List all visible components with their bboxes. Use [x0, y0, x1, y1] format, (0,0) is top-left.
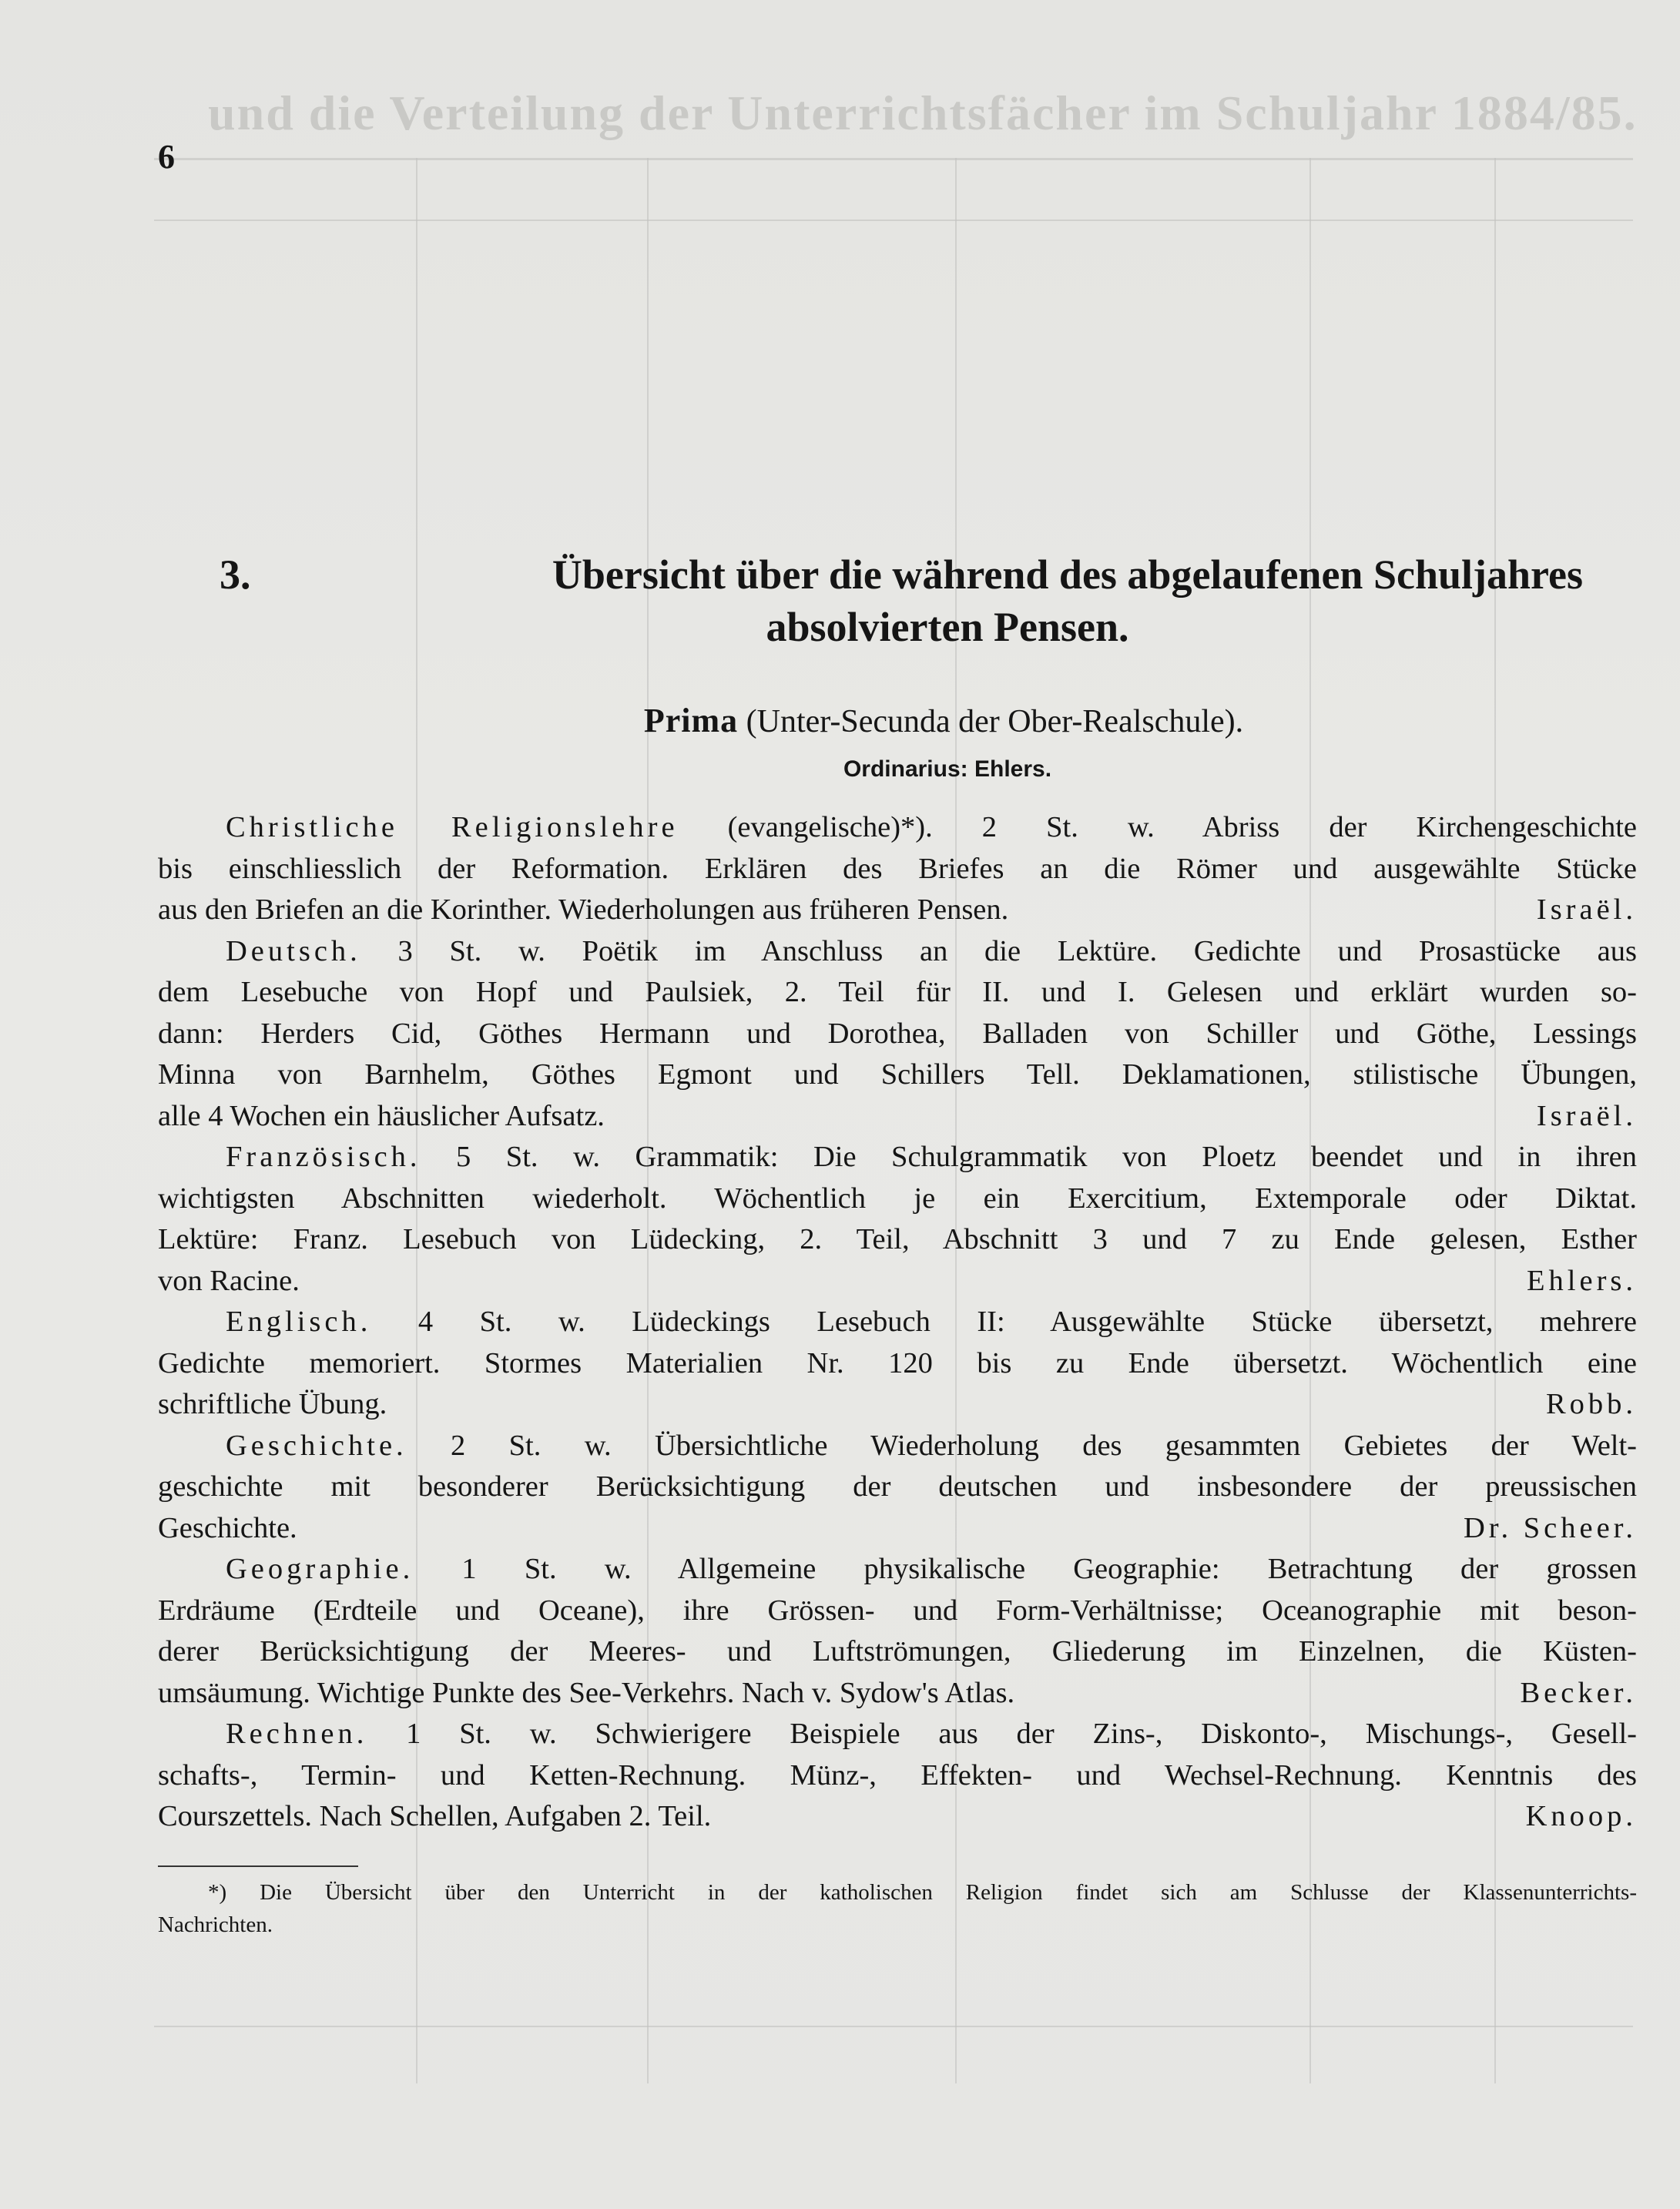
- subject-title: Geographie.: [226, 1553, 414, 1585]
- page-number: 6: [158, 138, 175, 176]
- footnote-line1: *) Die Übersicht über den Unterricht in der katholischen Religion findet sich am Schlusse der Klassenunterrichts-: [208, 1880, 1637, 1905]
- bleed-through-rule: [154, 158, 1633, 160]
- paragraph-line: Deutsch. 3 St. w. Poëtik im Anschluss an die Lektüre. Gedichte und Prosastücke aus: [226, 934, 1638, 967]
- paragraph-line: aus den Briefen an die Korinther. Wiederholungen aus früheren Pensen. Israël.: [158, 890, 1637, 931]
- paragraph-line: von Racine. Ehlers.: [158, 1261, 1637, 1302]
- teacher-name: Ehlers.: [1527, 1264, 1637, 1297]
- teacher-name: Becker.: [1520, 1676, 1637, 1709]
- paragraph-line: dem Lesebuche von Hopf und Paulsiek, 2. Teil für II. und I. Gelesen und erklärt wurden so-: [158, 976, 1637, 1008]
- paragraph-line: geschichte mit besonderer Berücksichtigung der deutschen und insbesondere der preussischen: [158, 1470, 1637, 1503]
- class-subtitle: (Unter-Secunda der Ober-Realschule).: [746, 704, 1244, 739]
- class-name: Prima: [643, 702, 739, 739]
- subject-title: Rechnen.: [226, 1718, 368, 1750]
- paragraph-line: dann: Herders Cid, Göthes Hermann und Dorothea, Balladen von Schiller und Göthe, Lessings: [158, 1017, 1637, 1050]
- class-heading: [154, 701, 1641, 740]
- paragraph-line: Courszettels. Nach Schellen, Aufgaben 2. Teil. Knoop.: [158, 1796, 1637, 1838]
- subject-deutsch: [158, 931, 1637, 1138]
- teacher-name: Robb.: [1545, 1388, 1637, 1420]
- paragraph-line: umsäumung. Wichtige Punkte des See-Verkehrs. Nach v. Sydow's Atlas. Becker.: [158, 1673, 1637, 1715]
- bleed-through-title: und die Verteilung der Unterrichtsfächer im Schuljahr 1884/85.: [208, 85, 1638, 140]
- paragraph-line: Französisch. 5 St. w. Grammatik: Die Schulgrammatik von Ploetz beendet und in ihren: [226, 1141, 1637, 1173]
- paragraph-line: derer Berücksichtigung der Meeres- und Luftströmungen, Gliederung im Einzelnen, die Küsten-: [158, 1635, 1637, 1668]
- teacher-name: Dr. Scheer.: [1464, 1511, 1637, 1544]
- paragraph-line: Gedichte memoriert. Stormes Materialien Nr. 120 bis zu Ende übersetzt. Wöchentlich eine: [158, 1346, 1637, 1379]
- paragraph-line: schafts-, Termin- und Ketten-Rechnung. Münz-, Effekten- und Wechsel-Rechnung. Kenntnis des: [158, 1758, 1637, 1792]
- subject-title: Geschichte.: [226, 1429, 407, 1462]
- subject-geschichte: [158, 1426, 1637, 1550]
- footnote-rule: [158, 1865, 358, 1867]
- subjects-list: [158, 807, 1637, 1838]
- footnote: [158, 1876, 1637, 1941]
- teacher-name: Israël.: [1536, 1099, 1637, 1132]
- footnote-line2: Nachrichten.: [158, 1912, 273, 1937]
- bleed-through-rule: [154, 220, 1633, 221]
- subject-geographie: [158, 1549, 1637, 1714]
- paragraph-line: Rechnen. 1 St. w. Schwierigere Beispiele aus der Zins-, Diskonto-, Mischungs-, Gesell-: [226, 1718, 1638, 1750]
- subject-title: Christliche Religionslehre: [226, 811, 679, 843]
- subject-title: Deutsch.: [226, 934, 361, 967]
- section-number: 3.: [220, 551, 251, 598]
- subject-religion: [158, 807, 1637, 931]
- section-heading: [220, 548, 1583, 653]
- paragraph-line: wichtigsten Abschnitten wiederholt. Wöchentlich je ein Exercitium, Extemporale oder Diktat.: [158, 1182, 1637, 1215]
- subject-rechnen: [158, 1714, 1637, 1838]
- paragraph-line: Christliche Religionslehre (evangelische)*). 2 St. w. Abriss der Kirchengeschichte: [226, 811, 1637, 843]
- paragraph-line: Erdräume (Erdteile und Oceane), ihre Grössen- und Form-Verhältnisse; Oceanographie mit beson-: [158, 1594, 1637, 1627]
- paragraph-line: Lektüre: Franz. Lesebuch von Lüdecking, 2. Teil, Abschnitt 3 und 7 zu Ende gelesen, Esther: [158, 1223, 1637, 1255]
- paragraph-line: Minna von Barnhelm, Göthes Egmont und Schillers Tell. Deklamationen, stilistische Übungen,: [158, 1058, 1637, 1091]
- subject-franzoesisch: [158, 1137, 1637, 1302]
- paragraph-line: Englisch. 4 St. w. Lüdeckings Lesebuch II: Ausgewählte Stücke übersetzt, mehrere: [226, 1306, 1638, 1338]
- paragraph-line: Geschichte. 2 St. w. Übersichtliche Wiederholung des gesammten Gebietes der Welt-: [226, 1429, 1637, 1462]
- paragraph-line: alle 4 Wochen ein häuslicher Aufsatz. Israël.: [158, 1096, 1637, 1138]
- bleed-through-rule: [154, 2026, 1633, 2027]
- paragraph-line: Geschichte. Dr. Scheer.: [158, 1508, 1637, 1550]
- subject-englisch: [158, 1302, 1637, 1426]
- paragraph-line: schriftliche Übung. Robb.: [158, 1384, 1637, 1426]
- teacher-name: Knoop.: [1525, 1800, 1637, 1832]
- subject-title: Englisch.: [226, 1306, 372, 1338]
- paragraph-line: bis einschliesslich der Reformation. Erklären des Briefes an die Römer und ausgewählte Stücke: [158, 852, 1637, 885]
- section-title-line1: Übersicht über die während des abgelaufenen Schuljahres: [552, 551, 1583, 598]
- paragraph-line: Geographie. 1 St. w. Allgemeine physikalische Geographie: Betrachtung der grossen: [226, 1553, 1638, 1585]
- subject-title: Französisch.: [226, 1141, 421, 1173]
- section-title-line2: absolvierten Pensen.: [766, 604, 1129, 650]
- teacher-name: Israël.: [1536, 893, 1637, 926]
- ordinarius: Ordinarius: Ehlers.: [843, 756, 1052, 782]
